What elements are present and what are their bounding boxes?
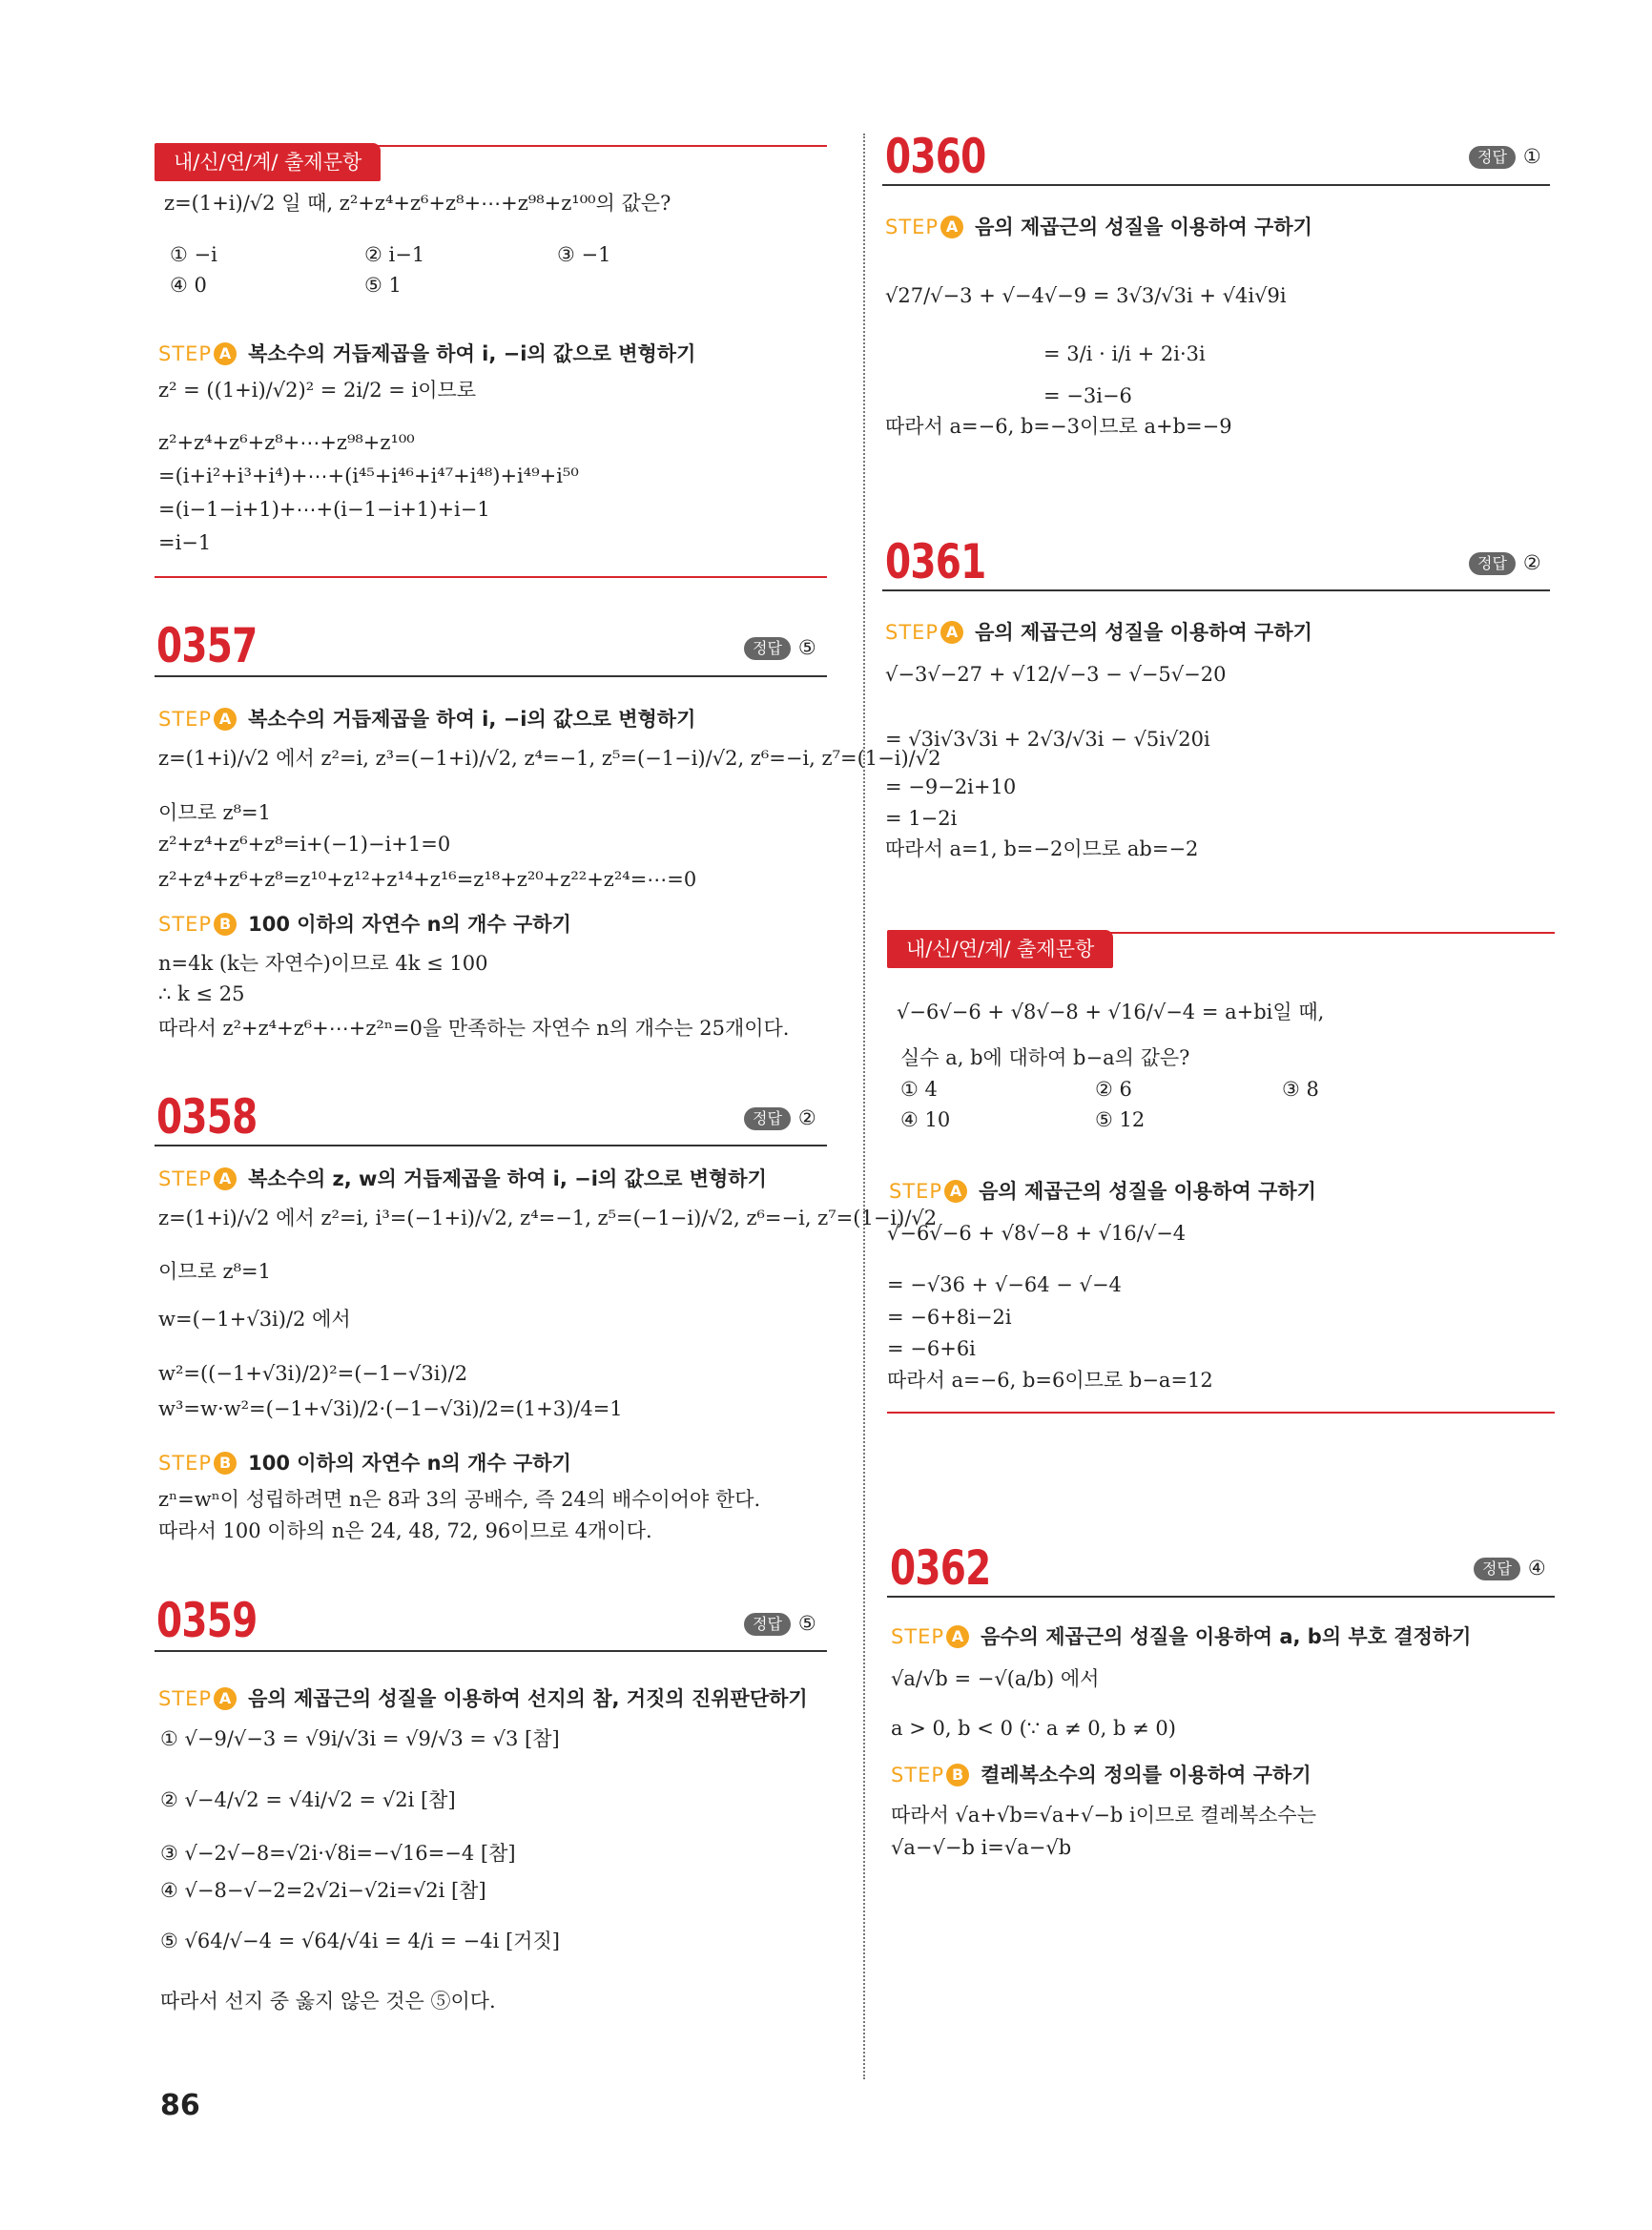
step-a-heading: STEP A 음수의 제곱근의 성질을 이용하여 a, b의 부호 결정하기 [891, 1625, 1472, 1648]
solution-line: 따라서 선지 중 옳지 않은 것은 ⑤이다. [160, 1990, 496, 2013]
solution-line: = −3i−6 [1043, 384, 1132, 407]
problem-number-0359: 0359 [156, 1593, 258, 1648]
option-1: ① −i [170, 243, 217, 266]
solution-line: = −9−2i+10 [885, 775, 1017, 798]
question-text: √−6√−6 + √8√−8 + √16/√−4 = a+bi일 때, [897, 1001, 1325, 1023]
solution-line: w³=w·w²=(−1+√3i)/2·(−1−√3i)/2=(1+3)/4=1 [158, 1397, 623, 1420]
solution-line: a > 0, b < 0 (∵ a ≠ 0, b ≠ 0) [891, 1717, 1176, 1740]
step-a-heading: STEP A 음의 제곱근의 성질을 이용하여 구하기 [885, 621, 1312, 644]
solution-line: √a−√−b i=√a−√b [891, 1836, 1072, 1859]
solution-line: ② √−4/√2 = √4i/√2 = √2i [참] [160, 1788, 456, 1811]
number-underline [155, 1650, 827, 1652]
option-3: ③ −1 [557, 243, 611, 266]
solution-line: √27/√−3 + √−4√−9 = 3√3/√3i + √4i√9i [885, 284, 1287, 307]
solution-line: √−3√−27 + √12/√−3 − √−5√−20 [885, 663, 1227, 686]
option-4: ④ 10 [900, 1108, 951, 1131]
tag-label: 내/신/연/계/ 출제문항 [155, 143, 381, 181]
solution-line: = √3i√3√3i + 2√3/√3i − √5i√20i [885, 728, 1210, 751]
tag-label: 내/신/연/계/ 출제문항 [887, 930, 1113, 968]
solution-line: 따라서 a=−6, b=−3이므로 a+b=−9 [885, 415, 1232, 438]
solution-line: 따라서 100 이하의 n은 24, 48, 72, 96이므로 4개이다. [158, 1519, 652, 1542]
page-number: 86 [160, 2089, 200, 2122]
option-3: ③ 8 [1282, 1078, 1319, 1101]
solution-line: =(i−1−i+1)+⋯+(i−1−i+1)+i−1 [158, 498, 490, 521]
solution-line: zⁿ=wⁿ이 성립하려면 n은 8과 3의 공배수, 즉 24의 배수이어야 한다. [158, 1488, 761, 1511]
solution-line: ④ √−8−√−2=2√2i−√2i=√2i [참] [160, 1879, 486, 1902]
solution-line: = 1−2i [885, 807, 958, 830]
answer-badge-0358: 정답 ② [744, 1106, 816, 1130]
option-2: ② 6 [1095, 1078, 1132, 1101]
step-a-heading: STEP A 음의 제곱근의 성질을 이용하여 구하기 [889, 1180, 1316, 1203]
problem-number-0360: 0360 [885, 129, 986, 184]
answer-badge-0361: 정답 ② [1469, 551, 1541, 575]
number-underline [882, 184, 1550, 186]
solution-line: z=(1+i)/√2 에서 z²=i, z³=(−1+i)/√2, z⁴=−1, z⁵=(−1−i)/√2, z⁶=−i, z⁷=(1−i)/√2 [158, 747, 941, 770]
solution-line: ① √−9/√−3 = √9i/√3i = √9/√3 = √3 [참] [160, 1727, 560, 1750]
solution-line: 따라서 √a+√b=√a+√−b i이므로 켤레복소수는 [891, 1804, 1317, 1827]
column-divider [863, 134, 865, 2079]
answer-badge-0362: 정답 ④ [1474, 1557, 1546, 1580]
solution-line: =i−1 [158, 531, 212, 554]
step-a-heading: STEP A 음의 제곱근의 성질을 이용하여 선지의 참, 거짓의 진위판단하기 [158, 1687, 808, 1710]
solution-line: = −6+6i [887, 1337, 976, 1360]
step-a-heading: STEP A 복소수의 거듭제곱을 하여 i, −i의 값으로 변형하기 [158, 342, 696, 365]
step-b-heading: STEP B 100 이하의 자연수 n의 개수 구하기 [158, 913, 571, 936]
solution-line: 따라서 z²+z⁴+z⁶+⋯+z²ⁿ=0을 만족하는 자연수 n의 개수는 25개이다. [158, 1017, 790, 1040]
problem-number-0358: 0358 [156, 1089, 258, 1145]
solution-line: z²+z⁴+z⁶+z⁸+⋯+z⁹⁸+z¹⁰⁰ [158, 431, 415, 454]
tag-rule [374, 145, 827, 147]
solution-line: 이므로 z⁸=1 [158, 801, 271, 824]
option-5: ⑤ 1 [364, 274, 402, 297]
solution-line: ③ √−2√−8=√2i·√8i=−√16=−4 [참] [160, 1842, 516, 1865]
step-b-heading: STEP B 100 이하의 자연수 n의 개수 구하기 [158, 1452, 571, 1475]
step-a-heading: STEP A 음의 제곱근의 성질을 이용하여 구하기 [885, 216, 1312, 238]
section-end-rule [887, 1412, 1555, 1414]
solution-line: √a/√b = −√(a/b) 에서 [891, 1667, 1100, 1690]
solution-line: w=(−1+√3i)/2 에서 [158, 1308, 351, 1331]
step-a-heading: STEP A 복소수의 z, w의 거듭제곱을 하여 i, −i의 값으로 변형하기 [158, 1167, 767, 1190]
problem-number-0361: 0361 [885, 534, 986, 589]
solution-line: z² = ((1+i)/√2)² = 2i/2 = i이므로 [158, 379, 477, 402]
step-b-heading: STEP B 켤레복소수의 정의를 이용하여 구하기 [891, 1764, 1311, 1786]
section-end-rule [155, 576, 827, 578]
solution-line: ∴ k ≤ 25 [158, 982, 245, 1005]
solution-line: z²+z⁴+z⁶+z⁸=i+(−1)−i+1=0 [158, 833, 451, 856]
number-underline [882, 589, 1550, 591]
option-5: ⑤ 12 [1095, 1108, 1146, 1131]
solution-line: 따라서 a=−6, b=6이므로 b−a=12 [887, 1369, 1213, 1392]
naesin-tag-top [155, 143, 827, 187]
step-a-heading: STEP A 복소수의 거듭제곱을 하여 i, −i의 값으로 변형하기 [158, 708, 696, 731]
solution-line: z=(1+i)/√2 에서 z²=i, i³=(−1+i)/√2, z⁴=−1, z⁵=(−1−i)/√2, z⁶=−i, z⁷=(1−i)/√2 [158, 1207, 938, 1229]
answer-badge-0359: 정답 ⑤ [744, 1612, 816, 1636]
option-1: ① 4 [900, 1078, 938, 1101]
solution-line: = −6+8i−2i [887, 1306, 1012, 1329]
naesin-tag-mid [887, 930, 1555, 974]
question-text: z=(1+i)/√2 일 때, z²+z⁴+z⁶+z⁸+⋯+z⁹⁸+z¹⁰⁰의 값은? [164, 192, 671, 215]
problem-number-0362: 0362 [890, 1540, 991, 1596]
solution-line: w²=((−1+√3i)/2)²=(−1−√3i)/2 [158, 1362, 468, 1385]
solution-line: = 3/i · i/i + 2i·3i [1043, 342, 1206, 365]
solution-line: ⑤ √64/√−4 = √64/√4i = 4/i = −4i [거짓] [160, 1930, 560, 1952]
question-text: 실수 a, b에 대하여 b−a의 값은? [900, 1046, 1190, 1069]
solution-line: 따라서 a=1, b=−2이므로 ab=−2 [885, 837, 1199, 860]
number-underline [155, 675, 827, 677]
problem-number-0357: 0357 [156, 618, 258, 673]
option-4: ④ 0 [170, 274, 207, 297]
solution-line: = −√36 + √−64 − √−4 [887, 1273, 1122, 1296]
answer-badge-0360: 정답 ① [1469, 145, 1541, 169]
solution-line: =(i+i²+i³+i⁴)+⋯+(i⁴⁵+i⁴⁶+i⁴⁷+i⁴⁸)+i⁴⁹+i⁵⁰ [158, 465, 579, 487]
number-underline [887, 1596, 1555, 1598]
solution-line: 이므로 z⁸=1 [158, 1260, 271, 1283]
number-underline [155, 1145, 827, 1146]
solution-line: n=4k (k는 자연수)이므로 4k ≤ 100 [158, 952, 488, 975]
solution-line: z²+z⁴+z⁶+z⁸=z¹⁰+z¹²+z¹⁴+z¹⁶=z¹⁸+z²⁰+z²²+z²⁴=⋯=0 [158, 868, 697, 891]
tag-rule [1106, 932, 1555, 934]
answer-badge-0357: 정답 ⑤ [744, 636, 816, 660]
solution-line: √−6√−6 + √8√−8 + √16/√−4 [887, 1222, 1187, 1245]
option-2: ② i−1 [364, 243, 425, 266]
